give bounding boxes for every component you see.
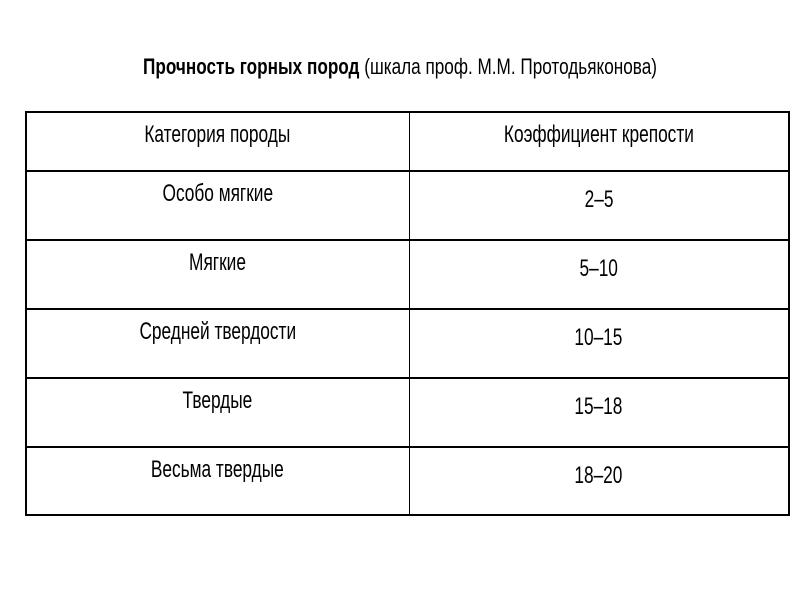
coefficient-text: 5–10 (579, 254, 618, 282)
category-text: Твердые (182, 386, 253, 414)
coefficient-cell (409, 309, 788, 378)
rock-strength-table (25, 111, 790, 516)
coefficient-cell (409, 447, 788, 514)
header-label: Коэффициент крепости (503, 121, 694, 148)
coefficient-cell (409, 240, 788, 309)
coefficient-cell (409, 378, 788, 447)
coefficient-text: 10–15 (574, 323, 623, 351)
coefficient-text: 2–5 (584, 185, 614, 213)
category-text: Мягкие (189, 248, 247, 276)
coefficient-text: 18–20 (574, 461, 623, 489)
table-row (27, 378, 788, 447)
table-row (27, 309, 788, 378)
table-row (27, 240, 788, 309)
title-subtitle: (шкала проф. М.М. Протодьяконова) (364, 54, 657, 79)
page-title (88, 54, 712, 80)
table-header-row (27, 113, 788, 171)
header-cell-coefficient (409, 113, 788, 171)
coefficient-cell (409, 171, 788, 240)
category-cell (27, 171, 409, 240)
header-label: Категория породы (144, 121, 291, 148)
category-text: Средней твердости (139, 317, 297, 345)
title-main: Прочность горных пород (143, 54, 360, 79)
category-cell (27, 309, 409, 378)
table-row (27, 171, 788, 240)
category-text: Особо мягкие (162, 179, 274, 207)
category-cell (27, 240, 409, 309)
table-row (27, 447, 788, 514)
category-cell (27, 447, 409, 514)
header-cell-category (27, 113, 409, 171)
coefficient-text: 15–18 (574, 392, 623, 420)
category-cell (27, 378, 409, 447)
category-text: Весьма твердые (151, 455, 285, 483)
